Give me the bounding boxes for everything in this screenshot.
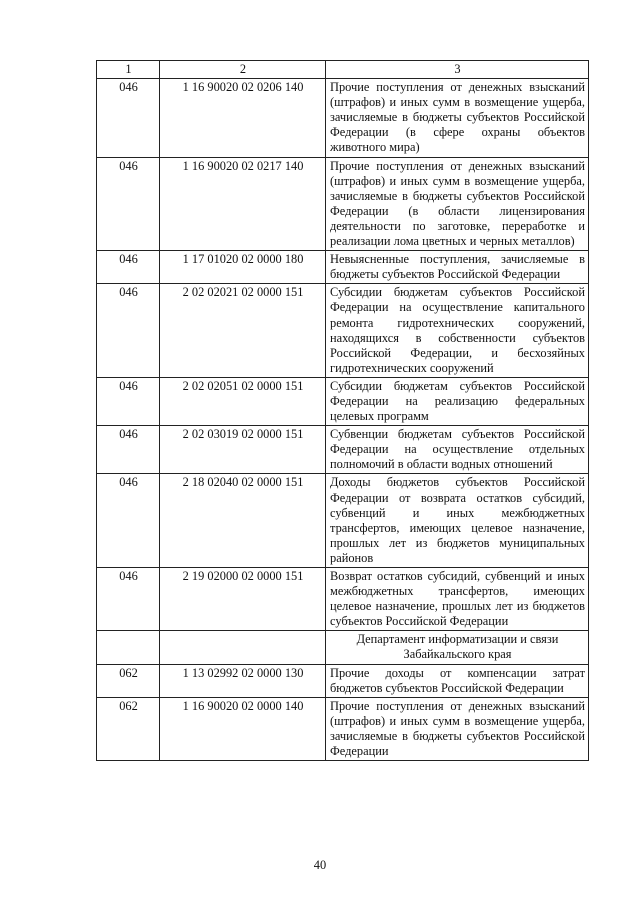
revenue-name-cell: Прочие поступления от денежных взысканий (штрафов) и иных сумм в возмещение ущерба, зачисляемые в бюджеты субъектов Российской Федерации (в области лицензирования деятельности по заготовке, переработке и реализации лома цветных и черных металлов) [326, 157, 589, 251]
column-header-1: 1 [97, 61, 160, 79]
table-row [97, 474, 589, 568]
admin-code-cell [97, 631, 160, 664]
revenue-code-cell: 1 16 90020 02 0217 140 [160, 157, 326, 251]
admin-code-cell: 062 [97, 697, 160, 760]
revenue-code-cell: 2 19 02000 02 0000 151 [160, 568, 326, 631]
department-header-row [97, 631, 589, 664]
admin-code-cell: 046 [97, 284, 160, 378]
table-row [97, 697, 589, 760]
column-header-3: 3 [326, 61, 589, 79]
table-row [97, 79, 589, 157]
revenue-name-cell: Невыясненные поступления, зачисляемые в бюджеты субъектов Российской Федерации [326, 251, 589, 284]
admin-code-cell: 046 [97, 426, 160, 474]
revenue-code-cell: 1 17 01020 02 0000 180 [160, 251, 326, 284]
table-row [97, 377, 589, 425]
admin-code-cell: 046 [97, 79, 160, 157]
table-row [97, 284, 589, 378]
revenue-name-cell: Прочие доходы от компенсации затрат бюджетов субъектов Российской Федерации [326, 664, 589, 697]
admin-code-cell: 046 [97, 157, 160, 251]
revenue-name-cell: Прочие поступления от денежных взысканий (штрафов) и иных сумм в возмещение ущерба, зачисляемые в бюджеты субъектов Российской Федерации [326, 697, 589, 760]
revenue-name-cell: Субсидии бюджетам субъектов Российской Федерации на осуществление капитального ремонта гидротехнических сооружений, находящихся в собственности субъектов Российской Федерации, и бесхозяйных гидротехнических сооружений [326, 284, 589, 378]
revenue-code-cell: 2 02 02021 02 0000 151 [160, 284, 326, 378]
page-number: 40 [313, 858, 327, 872]
admin-code-cell: 046 [97, 568, 160, 631]
table-row [97, 664, 589, 697]
header-row [97, 61, 589, 79]
revenue-code-cell: 2 02 03019 02 0000 151 [160, 426, 326, 474]
admin-code-cell: 046 [97, 251, 160, 284]
revenue-code-cell: 1 16 90020 02 0206 140 [160, 79, 326, 157]
revenue-name-cell: Доходы бюджетов субъектов Российской Федерации от возврата остатков субсидий, субвенций и иных межбюджетных трансфертов, имеющих целевое назначение, прошлых лет из бюджетов муниципальных районов [326, 474, 589, 568]
revenue-name-cell: Субвенции бюджетам субъектов Российской Федерации на осуществление отдельных полномочий в области водных отношений [326, 426, 589, 474]
revenue-code-table [96, 60, 589, 761]
table-row [97, 251, 589, 284]
revenue-name-cell: Субсидии бюджетам субъектов Российской Федерации на реализацию федеральных целевых программ [326, 377, 589, 425]
revenue-code-cell: 2 18 02040 02 0000 151 [160, 474, 326, 568]
department-name-cell: Департамент информатизации и связи Забайкальского края [326, 631, 589, 664]
revenue-name-cell: Прочие поступления от денежных взысканий (штрафов) и иных сумм в возмещение ущерба, зачисляемые в бюджеты субъектов Российской Федерации (в сфере охраны объектов животного мира) [326, 79, 589, 157]
table-body [97, 79, 589, 761]
table-row [97, 157, 589, 251]
column-header-2: 2 [160, 61, 326, 79]
table-row [97, 568, 589, 631]
revenue-code-cell: 2 02 02051 02 0000 151 [160, 377, 326, 425]
table-row [97, 426, 589, 474]
admin-code-cell: 046 [97, 377, 160, 425]
revenue-name-cell: Возврат остатков субсидий, субвенций и иных межбюджетных трансфертов, имеющих целевое назначение, прошлых лет из бюджетов субъектов Российской Федерации [326, 568, 589, 631]
admin-code-cell: 062 [97, 664, 160, 697]
revenue-code-cell: 1 16 90020 02 0000 140 [160, 697, 326, 760]
revenue-code-cell [160, 631, 326, 664]
admin-code-cell: 046 [97, 474, 160, 568]
revenue-code-cell: 1 13 02992 02 0000 130 [160, 664, 326, 697]
